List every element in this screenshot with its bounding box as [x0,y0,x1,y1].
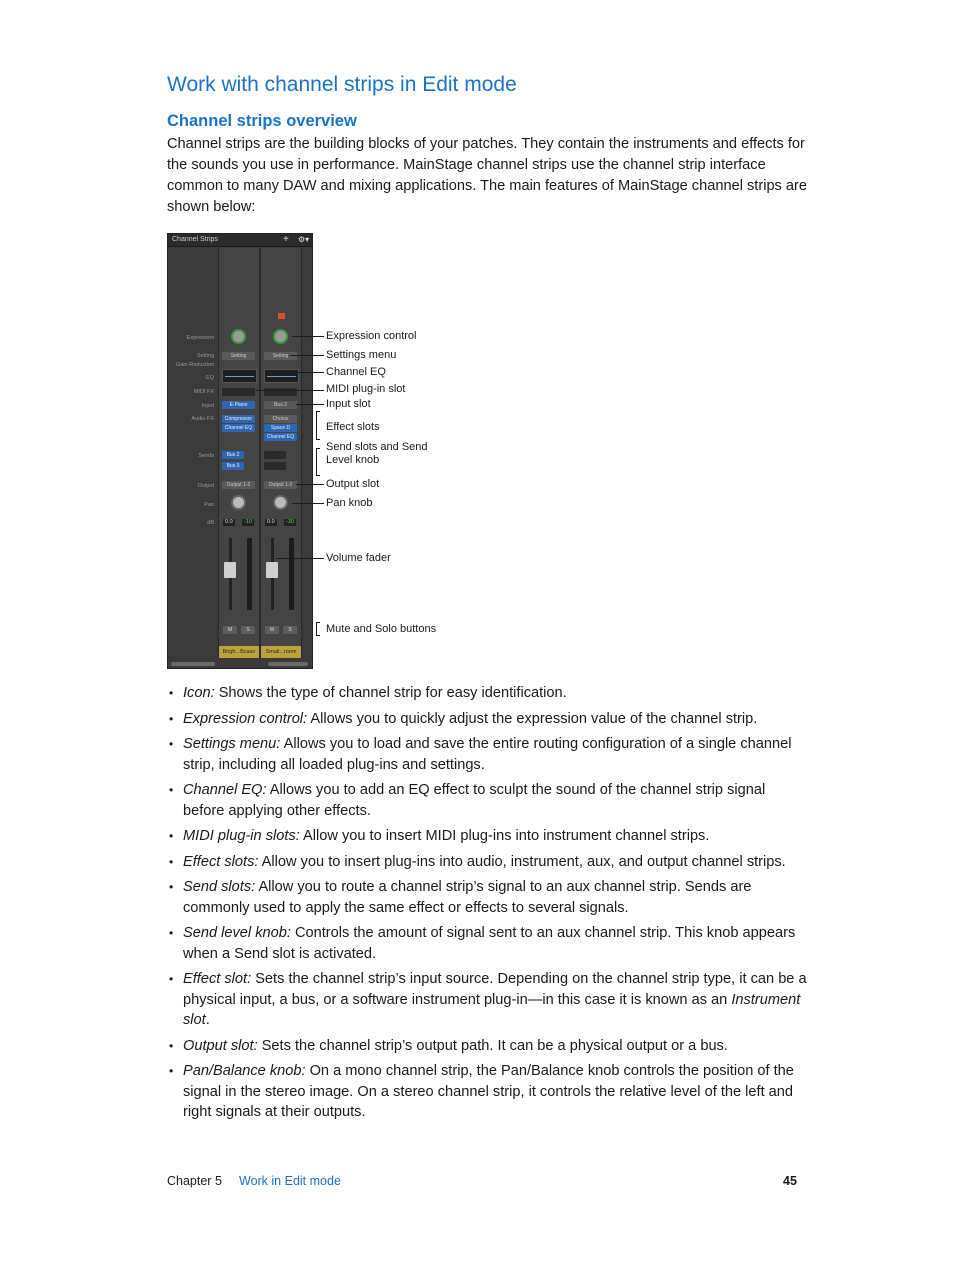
list-item: • Expression control: Allows you to quickly adjust the expression value of the channel strip. [167,709,807,730]
add-icon[interactable]: + [283,234,289,245]
list-item: • Output slot: Sets the channel strip’s output path. It can be a physical output or a bus. [167,1036,807,1057]
callout-send-level-knob: Level knob [326,454,380,466]
callout-pan-knob: Pan knob [326,497,373,509]
scrollbar-left[interactable] [171,662,215,666]
mute-button[interactable]: M [265,626,279,634]
list-item: • Send level knob: Controls the amount of signal sent to an aux channel strip. This knob appears when a Send slot is activated. [167,923,807,964]
db-readout-peak: -30 [286,519,294,525]
send-slot-2[interactable] [264,462,286,470]
input-slot[interactable]: Bus 2 [264,401,297,409]
callout-brace-effects [316,411,320,440]
row-label-expression: Expression [186,335,214,341]
row-label-db: dB [207,520,214,526]
pan-knob[interactable] [273,495,288,510]
solo-button[interactable]: S [241,626,255,634]
channel-eq-display[interactable] [222,369,257,383]
input-slot[interactable]: E-Piano [222,401,255,409]
footer-chapter: Chapter 5 [167,1174,222,1188]
channel-eq-display[interactable] [264,369,299,383]
callout-line-fader [276,558,324,559]
output-slot[interactable]: Output 1-2 [264,481,297,489]
channel-strips-screenshot [167,233,313,669]
callout-line-eq [296,372,324,373]
callout-settings-menu: Settings menu [326,349,397,361]
mute-button[interactable]: M [223,626,237,634]
callout-line-pan [292,503,324,504]
list-item: • Effect slot: Sets the channel strip’s input source. Depending on the channel strip type, it can be a physical input, a bus, or a software instrument plug-in—in this case it is known as an Instrument slot. [167,969,807,1031]
strip-name[interactable]: Small...room [261,646,301,658]
strip-name[interactable]: Brigh...Bcase [219,646,259,658]
callout-line-input [296,404,324,405]
row-label-audio-fx: Audio FX [191,416,214,422]
callout-line-midi [256,390,324,391]
callout-output-slot: Output slot [326,478,380,490]
intro-paragraph: Channel strips are the building blocks of your patches. They contain the instruments and effects for the sounds you use in performance. MainStage channel strips use the channel strip interface common to many DAW and mixing applications. The main features of MainStage channel strips are shown below: [167,136,808,215]
callout-brace-mute-solo [316,622,320,636]
callout-expression-control: Expression control [326,330,417,342]
page-title: Work with channel strips in Edit mode [167,73,517,96]
row-label-eq: EQ [206,375,214,381]
callout-send-slots: Send slots and Send [326,441,428,453]
callout-brace-sends [316,448,320,476]
callout-line-settings [290,355,324,356]
list-item: • Pan/Balance knob: On a mono channel strip, the Pan/Balance knob controls the position of the signal in the stereo image. On a stereo channel strip, it controls the relative level of the left and right signals at their outputs. [167,1061,807,1123]
row-label-midi-fx: MIDI FX [193,389,214,395]
effect-slot-2[interactable]: Channel EQ [222,424,255,432]
list-item: • Icon: Shows the type of channel strip for easy identification. [167,683,807,704]
callout-line-output [296,484,324,485]
callout-midi-plugin-slot: MIDI plug-in slot [326,383,406,395]
feature-list [167,683,807,1128]
pan-knob[interactable] [231,495,246,510]
page-number: 45 [783,1174,797,1188]
list-item: • MIDI plug-in slots: Allow you to insert MIDI plug-ins into instrument channel strips. [167,826,807,847]
level-meter [247,538,252,610]
volume-fader-handle[interactable] [224,562,236,578]
db-readout-volume: 0.0 [225,519,233,525]
send-slot-2[interactable]: Bus 3 [222,462,244,470]
panel-title: Channel Strips [172,236,218,243]
row-label-setting: Setting [196,353,214,359]
list-item: • Send slots: Allow you to route a channel strip’s signal to an aux channel strip. Sends are commonly used to apply the same effect or effects to several signals. [167,877,807,918]
effect-slot-2[interactable]: Space D [264,424,297,432]
expression-knob[interactable] [273,329,288,344]
callout-line-expression [292,336,324,337]
scrollbar-right[interactable] [268,662,308,666]
send-slot-1[interactable] [264,451,286,459]
row-label-gain-reduction: Gain Reduction [176,362,214,368]
effect-slot-1[interactable]: Chorus [264,415,297,423]
midi-fx-slot[interactable] [222,388,255,396]
row-label-input: Input [201,403,214,409]
effect-slot-1[interactable]: Compressor [222,415,255,423]
channel-strip-1 [218,248,260,658]
footer-chapter-link[interactable]: Work in Edit mode [239,1174,341,1188]
row-label-output: Output [197,483,214,489]
list-item: • Channel EQ: Allows you to add an EQ effect to sculpt the sound of the channel strip signal before applying other effects. [167,780,807,821]
db-readout-peak: -10 [244,519,252,525]
panel-titlebar [168,234,312,247]
effect-slot-3[interactable]: Channel EQ [264,433,297,441]
list-item: • Settings menu: Allows you to load and save the entire routing configuration of a single channel strip, including all loaded plug-ins and settings. [167,734,807,775]
callout-effect-slots: Effect slots [326,421,380,433]
list-item: • Effect slots: Allow you to insert plug-ins into audio, instrument, aux, and output channel strips. [167,852,807,873]
db-readout-volume: 0.0 [267,519,275,525]
settings-button[interactable]: Setting [264,352,297,360]
callout-volume-fader: Volume fader [326,552,391,564]
callout-channel-eq: Channel EQ [326,366,386,378]
settings-button[interactable]: Setting [222,352,255,360]
send-slot-1[interactable]: Bus 2 [222,451,244,459]
level-meter [289,538,294,610]
section-heading: Channel strips overview [167,112,357,130]
output-slot[interactable]: Output 1-2 [222,481,255,489]
expression-knob[interactable] [231,329,246,344]
gear-icon[interactable]: ⚙▾ [298,235,310,244]
channel-type-icon [278,313,285,319]
channel-strip-2 [260,248,302,658]
row-label-sends: Sends [198,453,214,459]
callout-mute-solo: Mute and Solo buttons [326,623,437,635]
solo-button[interactable]: S [283,626,297,634]
volume-fader-handle[interactable] [266,562,278,578]
callout-input-slot: Input slot [326,398,371,410]
row-label-pan: Pan [204,502,214,508]
